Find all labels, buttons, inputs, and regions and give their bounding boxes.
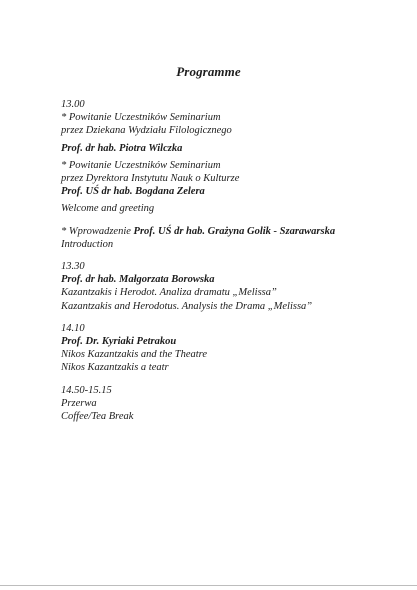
welcome-greeting: Welcome and greeting [61, 203, 155, 215]
welcome-line-2: przez Dziekana Wydziału Filologicznego [61, 125, 232, 137]
time-1410: 14.10 [61, 322, 85, 334]
programme-content [61, 98, 391, 423]
talk-borowska-en: Kazantzakis and Herodotus. Analysis the Drama „Melissa” [61, 300, 313, 312]
spacer [61, 313, 391, 322]
time-1330: 13.30 [61, 261, 85, 273]
break-pl: Przerwa [61, 397, 97, 409]
intro-prefix: * Wprowadzenie [61, 225, 131, 237]
bottom-rule [0, 585, 417, 586]
talk-petrakou-en: Nikos Kazantzakis and the Theatre [61, 349, 208, 361]
speaker-borowska: Prof. dr hab. Małgorzata Borowska [61, 274, 215, 286]
time-1300: 13.00 [61, 99, 85, 110]
spacer [61, 216, 391, 225]
time-1450: 14.50-15.15 [61, 384, 112, 396]
speaker-zeler: Prof. UŚ dr hab. Bogdana Zelera [61, 186, 205, 198]
intro-en: Introduction [61, 238, 114, 250]
spacer [61, 251, 391, 260]
page-title: Programme [176, 64, 241, 79]
talk-petrakou-pl: Nikos Kazantzakis a teatr [61, 362, 169, 374]
intro-line [61, 225, 391, 238]
welcome-line-1: * Powitanie Uczestników Seminarium [61, 112, 221, 124]
talk-borowska-pl: Kazantzakis i Herodot. Analiza dramatu „Melissa” [61, 287, 277, 299]
break-en: Coffee/Tea Break [61, 411, 134, 423]
spacer [61, 375, 391, 384]
intro-speaker: Prof. UŚ dr hab. Grażyna Golik - Szarawarska [133, 225, 336, 237]
speaker-petrakou: Prof. Dr. Kyriaki Petrakou [61, 336, 177, 348]
welcome-line-4: przez Dyrektora Instytutu Nauk o Kulturze [61, 173, 240, 185]
speaker-wilczek: Prof. dr hab. Piotra Wilczka [61, 142, 183, 154]
welcome-line-3: * Powitanie Uczestników Seminarium [61, 159, 221, 171]
